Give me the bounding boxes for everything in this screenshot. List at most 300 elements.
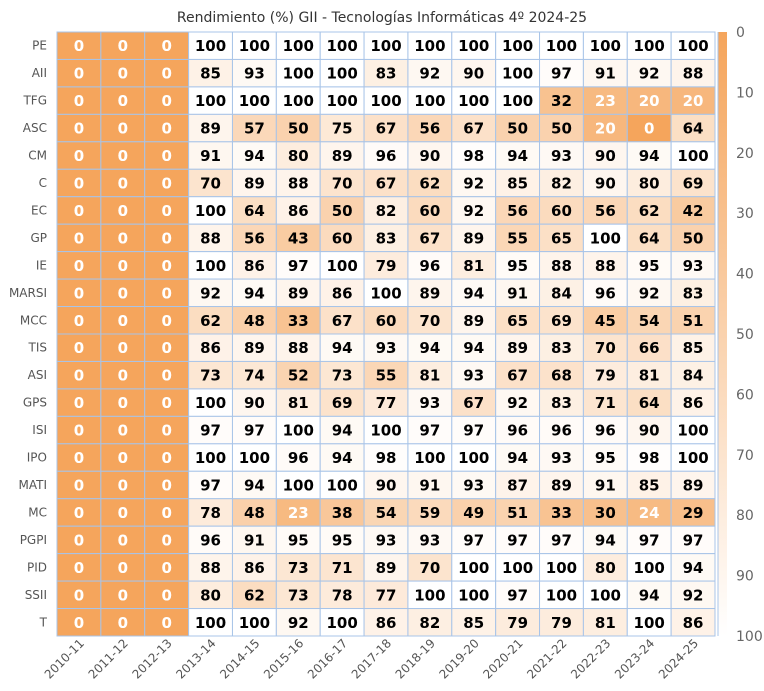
cell-value-label: 85 <box>507 174 529 193</box>
cell-value-label: 92 <box>200 284 221 303</box>
cell-value-label: 0 <box>73 613 85 632</box>
cell-value-label: 100 <box>326 613 358 632</box>
cell-value-label: 88 <box>682 64 704 83</box>
cell-value-label: 100 <box>501 37 534 56</box>
cell-value-label: 100 <box>589 37 621 56</box>
cell-value-label: 0 <box>117 449 129 468</box>
cell-value-label: 92 <box>463 174 485 193</box>
cell-value-label: 90 <box>419 147 441 166</box>
cell-value-label: 100 <box>326 64 358 83</box>
cell-value-label: 90 <box>243 394 265 413</box>
cell-value-label: 93 <box>419 531 441 550</box>
cell-value-label: 0 <box>73 531 85 550</box>
cell-value-label: 100 <box>458 37 490 56</box>
cell-value-label: 60 <box>331 229 353 248</box>
cell-value-label: 69 <box>682 174 704 193</box>
cell-value-label: 20 <box>638 92 660 111</box>
y-tick-label: PGPI <box>19 532 47 547</box>
cell-value-label: 94 <box>594 531 616 550</box>
cell-value-label: 0 <box>117 119 129 138</box>
cell-value-label: 100 <box>326 37 358 56</box>
cell-value-label: 0 <box>73 476 85 495</box>
cell-value-label: 57 <box>243 119 265 138</box>
cell-value-label: 55 <box>375 366 397 385</box>
x-tick-label: 2017-18 <box>348 636 395 682</box>
cell-value-label: 73 <box>287 586 309 605</box>
cell-value-label: 70 <box>594 339 616 358</box>
cell-value-label: 55 <box>507 229 529 248</box>
cell-value-label: 0 <box>73 421 85 440</box>
cell-value-label: 0 <box>73 229 85 248</box>
cell-value-label: 95 <box>638 256 660 275</box>
cell-value-label: 100 <box>370 37 402 56</box>
cell-value-label: 94 <box>419 339 441 358</box>
cell-value-label: 89 <box>507 339 529 358</box>
cell-value-label: 86 <box>682 613 704 632</box>
cell-value-label: 92 <box>682 586 704 605</box>
x-tick-label: 2024-25 <box>655 636 702 682</box>
cell-value-label: 100 <box>414 449 446 468</box>
cell-value-label: 0 <box>73 586 85 605</box>
cell-value-label: 100 <box>501 92 534 111</box>
cell-value-label: 98 <box>638 449 660 468</box>
cell-value-label: 48 <box>243 503 265 522</box>
cell-value-label: 93 <box>463 476 485 495</box>
cell-value-label: 100 <box>326 256 358 275</box>
cell-value-label: 0 <box>73 339 85 358</box>
colorbar-tick-label: 100 <box>736 629 763 645</box>
cell-value-label: 88 <box>287 174 309 193</box>
cell-value-label: 100 <box>677 147 709 166</box>
cell-value-label: 67 <box>463 394 485 413</box>
colorbar-tick-label: 90 <box>736 568 754 585</box>
cell-value-label: 0 <box>161 119 172 138</box>
x-tick-label: 2013-14 <box>173 636 219 682</box>
cell-value-label: 97 <box>682 531 704 550</box>
y-tick-label: GP <box>30 230 47 245</box>
cell-value-label: 0 <box>161 64 172 83</box>
cell-value-label: 79 <box>551 613 572 632</box>
cell-value-label: 85 <box>682 339 704 358</box>
cell-value-label: 100 <box>282 421 314 440</box>
cell-value-label: 0 <box>117 613 129 632</box>
cell-value-label: 100 <box>458 586 490 605</box>
cell-value-label: 20 <box>682 92 704 111</box>
x-tick-label: 2021-22 <box>524 636 570 682</box>
cell-value-label: 23 <box>594 92 616 111</box>
cell-value-label: 100 <box>501 558 534 577</box>
cell-value-label: 77 <box>375 394 397 413</box>
cell-value-label: 89 <box>682 476 704 495</box>
cell-value-label: 32 <box>551 92 572 111</box>
cell-value-label: 94 <box>331 421 353 440</box>
cell-value-label: 97 <box>551 64 572 83</box>
cell-value-label: 89 <box>243 339 265 358</box>
x-tick-label: 2014-15 <box>217 636 263 682</box>
cell-value-label: 81 <box>287 394 309 413</box>
cell-value-label: 70 <box>419 558 441 577</box>
x-tick-label: 2012-13 <box>129 636 175 682</box>
cell-value-label: 89 <box>200 119 221 138</box>
cell-value-label: 89 <box>463 229 485 248</box>
cell-value-label: 100 <box>677 421 709 440</box>
cell-value-label: 0 <box>117 558 129 577</box>
cell-value-label: 74 <box>243 366 265 385</box>
cell-value-label: 86 <box>243 256 265 275</box>
cell-value-label: 0 <box>117 421 129 440</box>
chart-title: Rendimiento (%) GII - Tecnologías Informáticas 4º 2024-25 <box>176 10 588 26</box>
cell-value-label: 94 <box>463 339 485 358</box>
cell-value-label: 0 <box>117 366 129 385</box>
cell-value-label: 100 <box>633 613 665 632</box>
cell-value-label: 89 <box>419 284 441 303</box>
cell-value-label: 93 <box>682 256 704 275</box>
cell-value-label: 70 <box>200 174 221 193</box>
x-tick-label: 2020-21 <box>480 636 526 682</box>
cell-value-label: 89 <box>243 174 265 193</box>
cell-value-label: 70 <box>331 174 353 193</box>
y-axis-labels <box>9 39 48 630</box>
cell-value-label: 82 <box>551 174 572 193</box>
cell-value-label: 100 <box>458 92 490 111</box>
cell-value-label: 94 <box>331 339 353 358</box>
colorbar <box>718 25 763 645</box>
y-tick-label: MARSI <box>8 285 47 300</box>
cell-value-label: 65 <box>551 229 572 248</box>
cell-value-label: 0 <box>73 147 85 166</box>
cell-value-label: 91 <box>200 147 221 166</box>
cell-value-label: 86 <box>200 339 221 358</box>
y-tick-label: GPS <box>22 395 47 410</box>
cell-value-label: 90 <box>594 174 616 193</box>
cell-value-label: 100 <box>238 37 271 56</box>
cell-value-label: 0 <box>161 229 172 248</box>
cell-value-label: 94 <box>507 147 529 166</box>
cell-value-label: 89 <box>331 147 353 166</box>
cell-value-label: 79 <box>594 366 616 385</box>
cell-value-label: 75 <box>331 119 353 138</box>
cell-value-label: 0 <box>117 284 129 303</box>
cell-value-label: 88 <box>200 229 221 248</box>
cell-value-label: 50 <box>287 119 309 138</box>
cell-value-label: 0 <box>117 92 129 111</box>
cell-value-label: 97 <box>200 476 221 495</box>
cell-value-label: 0 <box>73 366 85 385</box>
cell-value-label: 100 <box>589 586 621 605</box>
cell-value-label: 85 <box>200 64 221 83</box>
cell-value-label: 100 <box>370 421 402 440</box>
cell-value-label: 64 <box>638 394 660 413</box>
cell-value-label: 24 <box>638 503 660 522</box>
cell-value-label: 0 <box>161 421 172 440</box>
y-tick-label: C <box>38 176 47 190</box>
cell-value-label: 86 <box>331 284 353 303</box>
cell-value-label: 50 <box>551 119 572 138</box>
cell-value-label: 96 <box>419 256 441 275</box>
cell-value-label: 79 <box>375 256 397 275</box>
y-tick-label: MCC <box>19 313 47 328</box>
cell-value-label: 100 <box>282 64 314 83</box>
cell-value-label: 100 <box>282 37 314 56</box>
cell-value-label: 65 <box>507 311 529 330</box>
cell-value-label: 100 <box>458 558 490 577</box>
cell-value-label: 0 <box>73 311 85 330</box>
cell-value-label: 88 <box>594 256 616 275</box>
cell-value-label: 73 <box>331 366 353 385</box>
cell-value-label: 67 <box>419 229 441 248</box>
y-tick-label: MATI <box>18 478 47 492</box>
cell-value-label: 62 <box>200 311 221 330</box>
cell-value-label: 33 <box>551 503 572 522</box>
cell-value-label: 60 <box>375 311 397 330</box>
cell-value-label: 54 <box>638 311 660 330</box>
cell-value-label: 100 <box>194 613 227 632</box>
colorbar-tick-label: 30 <box>736 206 754 223</box>
y-tick-label: EC <box>31 203 47 218</box>
cell-value-label: 60 <box>419 201 441 220</box>
cell-value-label: 89 <box>375 558 397 577</box>
cell-value-label: 88 <box>200 558 221 577</box>
cell-value-label: 89 <box>551 476 572 495</box>
cell-value-label: 62 <box>638 201 660 220</box>
y-tick-label: MC <box>28 505 47 520</box>
cell-value-label: 73 <box>200 366 221 385</box>
y-tick-label: CM <box>28 148 47 163</box>
cell-value-label: 0 <box>73 503 85 522</box>
cell-value-label: 83 <box>551 339 572 358</box>
cell-value-label: 0 <box>161 449 172 468</box>
cell-value-label: 90 <box>594 147 616 166</box>
cell-value-label: 0 <box>117 586 129 605</box>
cell-value-label: 0 <box>117 476 129 495</box>
cell-value-label: 93 <box>463 366 485 385</box>
colorbar-tick-label: 40 <box>736 266 754 283</box>
cell-value-label: 62 <box>419 174 441 193</box>
cell-value-label: 38 <box>331 503 353 522</box>
cell-value-label: 80 <box>638 174 660 193</box>
cell-value-label: 93 <box>375 531 397 550</box>
cell-value-label: 89 <box>287 284 309 303</box>
cell-value-label: 84 <box>551 284 572 303</box>
cell-value-label: 0 <box>161 256 172 275</box>
colorbar-gradient <box>718 32 727 636</box>
cell-value-label: 50 <box>331 201 353 220</box>
cell-value-label: 81 <box>463 256 485 275</box>
cell-value-label: 100 <box>677 37 709 56</box>
x-tick-label: 2016-17 <box>304 636 351 682</box>
cell-value-label: 86 <box>682 394 704 413</box>
cell-value-label: 91 <box>594 476 616 495</box>
cell-value-label: 60 <box>551 201 572 220</box>
cell-value-label: 100 <box>282 92 314 111</box>
colorbar-tick-label: 0 <box>736 25 745 41</box>
cell-value-label: 100 <box>194 256 227 275</box>
x-tick-label: 2023-24 <box>611 636 658 682</box>
cell-value-label: 0 <box>117 64 129 83</box>
cell-value-label: 82 <box>419 613 441 632</box>
cell-value-label: 0 <box>117 394 129 413</box>
y-tick-label: IPO <box>26 450 47 465</box>
cell-value-label: 94 <box>507 449 529 468</box>
cell-value-label: 0 <box>161 174 172 193</box>
cell-value-label: 92 <box>638 64 660 83</box>
cell-value-label: 52 <box>287 366 309 385</box>
cell-value-label: 94 <box>331 449 353 468</box>
cell-value-label: 96 <box>594 284 616 303</box>
cell-value-label: 81 <box>638 366 660 385</box>
cell-value-label: 91 <box>243 531 265 550</box>
cell-value-label: 93 <box>551 449 572 468</box>
y-tick-label: TFG <box>23 93 47 108</box>
cell-value-label: 0 <box>73 558 85 577</box>
cell-value-label: 86 <box>375 613 397 632</box>
colorbar-tick-label: 70 <box>736 447 754 464</box>
cell-value-label: 97 <box>507 586 529 605</box>
cell-value-label: 87 <box>507 476 529 495</box>
cell-value-label: 0 <box>161 503 172 522</box>
cell-value-label: 51 <box>507 503 529 522</box>
cell-value-label: 69 <box>551 311 572 330</box>
y-tick-label: T <box>39 615 47 630</box>
cell-value-label: 94 <box>243 476 265 495</box>
cell-value-label: 100 <box>545 37 578 56</box>
cell-value-label: 91 <box>594 64 616 83</box>
colorbar-tick-label: 60 <box>736 387 754 404</box>
cell-value-label: 0 <box>73 92 85 111</box>
cell-value-label: 96 <box>287 449 309 468</box>
cell-value-label: 56 <box>507 201 529 220</box>
cell-value-label: 67 <box>375 119 397 138</box>
cell-value-label: 100 <box>414 92 446 111</box>
y-tick-label: TIS <box>28 340 47 355</box>
cell-value-label: 98 <box>375 449 397 468</box>
cell-value-label: 97 <box>243 421 265 440</box>
cell-value-label: 100 <box>633 558 665 577</box>
cell-value-label: 0 <box>73 37 85 56</box>
cell-value-label: 0 <box>73 449 85 468</box>
cell-value-label: 0 <box>643 119 655 138</box>
cell-value-label: 100 <box>238 92 271 111</box>
colorbar-tick-label: 50 <box>736 327 754 343</box>
cell-value-label: 96 <box>200 531 221 550</box>
cell-value-label: 67 <box>463 119 485 138</box>
cell-value-label: 0 <box>117 201 129 220</box>
cell-value-label: 97 <box>551 531 572 550</box>
cell-value-label: 92 <box>287 613 309 632</box>
cell-value-label: 64 <box>682 119 704 138</box>
cell-value-label: 0 <box>117 311 129 330</box>
cell-value-label: 0 <box>161 558 172 577</box>
cell-value-label: 95 <box>331 531 353 550</box>
cell-value-label: 94 <box>682 558 704 577</box>
cell-value-label: 83 <box>375 64 397 83</box>
y-tick-label: ISI <box>32 423 47 438</box>
cell-value-label: 97 <box>638 531 660 550</box>
cell-value-label: 59 <box>419 503 441 522</box>
cell-value-label: 96 <box>594 421 616 440</box>
cell-value-label: 96 <box>375 147 397 166</box>
cell-value-label: 92 <box>463 201 485 220</box>
cell-value-label: 67 <box>331 311 353 330</box>
cell-value-label: 0 <box>73 284 85 303</box>
colorbar-tick-label: 20 <box>736 145 754 162</box>
cell-value-label: 92 <box>638 284 660 303</box>
cell-value-label: 80 <box>200 586 221 605</box>
cell-value-label: 0 <box>117 256 129 275</box>
cell-value-label: 56 <box>594 201 616 220</box>
cell-value-label: 0 <box>161 92 172 111</box>
cell-value-label: 0 <box>117 174 129 193</box>
cell-value-label: 95 <box>287 531 309 550</box>
cell-value-label: 79 <box>507 613 529 632</box>
cell-value-label: 64 <box>243 201 265 220</box>
x-tick-label: 2019-20 <box>436 636 482 682</box>
cell-value-label: 94 <box>243 147 265 166</box>
cell-value-label: 0 <box>117 229 129 248</box>
cell-value-label: 71 <box>331 558 353 577</box>
cell-value-label: 86 <box>287 201 309 220</box>
y-tick-label: ASI <box>27 368 47 383</box>
cell-value-label: 0 <box>161 147 172 166</box>
cell-value-label: 100 <box>458 449 490 468</box>
cell-value-label: 0 <box>73 256 85 275</box>
cell-value-label: 70 <box>419 311 441 330</box>
cell-value-label: 92 <box>419 64 441 83</box>
cell-value-label: 91 <box>507 284 529 303</box>
cell-value-label: 0 <box>161 339 172 358</box>
cell-value-label: 68 <box>551 366 572 385</box>
cell-value-label: 0 <box>161 476 172 495</box>
cell-value-label: 0 <box>161 311 172 330</box>
cell-value-label: 94 <box>638 586 660 605</box>
cell-value-label: 33 <box>287 311 309 330</box>
cell-value-label: 100 <box>677 449 709 468</box>
x-tick-label: 2010-11 <box>41 636 88 682</box>
x-axis-labels <box>42 636 701 681</box>
x-tick-label: 2018-19 <box>392 636 438 682</box>
cell-value-label: 0 <box>161 37 172 56</box>
cell-value-label: 88 <box>551 256 572 275</box>
cell-value-label: 48 <box>243 311 265 330</box>
y-tick-label: SSII <box>24 587 47 602</box>
cell-value-label: 88 <box>287 339 309 358</box>
y-tick-label: PE <box>32 38 47 53</box>
cell-value-label: 51 <box>682 311 704 330</box>
cell-value-label: 77 <box>375 586 397 605</box>
cell-value-label: 80 <box>287 147 309 166</box>
cell-value-label: 0 <box>117 339 129 358</box>
y-tick-label: PID <box>26 560 47 575</box>
cell-value-label: 94 <box>638 147 660 166</box>
cell-value-label: 81 <box>594 613 616 632</box>
cell-value-label: 90 <box>375 476 397 495</box>
cell-value-label: 90 <box>638 421 660 440</box>
cell-value-label: 97 <box>463 531 485 550</box>
cell-value-label: 0 <box>161 394 172 413</box>
cell-value-label: 92 <box>507 394 529 413</box>
x-tick-label: 2015-16 <box>261 636 307 682</box>
cell-value-label: 98 <box>463 147 485 166</box>
cell-value-label: 83 <box>375 229 397 248</box>
cell-value-label: 94 <box>463 284 485 303</box>
cell-value-label: 0 <box>161 531 172 550</box>
cell-value-label: 64 <box>638 229 660 248</box>
cell-value-label: 100 <box>194 201 227 220</box>
cell-value-label: 100 <box>238 613 271 632</box>
cell-value-label: 96 <box>507 421 529 440</box>
cell-value-label: 100 <box>238 449 271 468</box>
cell-value-label: 97 <box>463 421 485 440</box>
